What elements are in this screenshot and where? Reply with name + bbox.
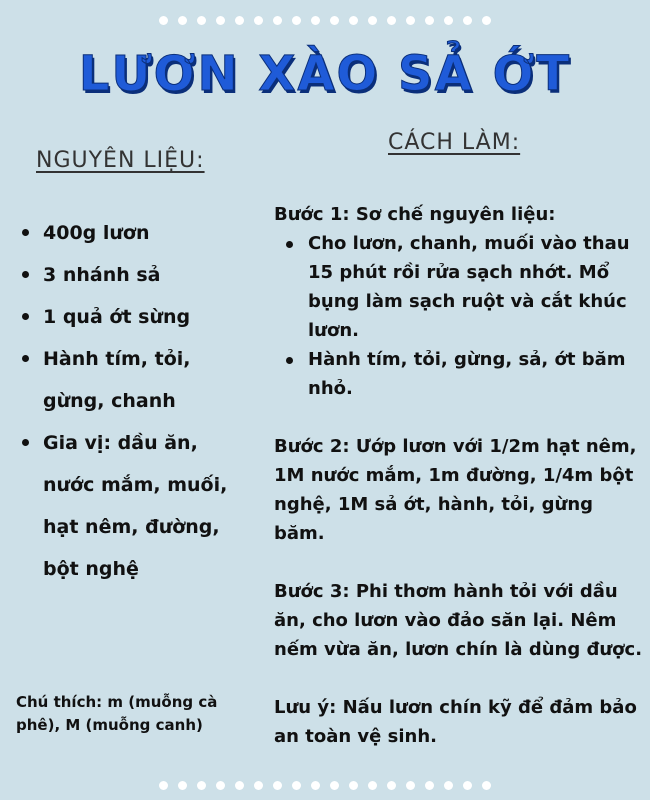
dot — [216, 781, 225, 790]
dot — [444, 781, 453, 790]
step-1-bullet: Cho lươn, chanh, muối vào thau 15 phút rồi rửa sạch nhớt. Mổ bụng làm sạch ruột và cắt khúc lươn. — [274, 229, 644, 345]
dot — [273, 16, 282, 25]
spacer — [274, 548, 644, 577]
step-1-bullets — [274, 229, 644, 403]
dot — [482, 781, 491, 790]
dot — [349, 16, 358, 25]
dot — [463, 16, 472, 25]
dot — [406, 16, 415, 25]
dot — [178, 16, 187, 25]
dot — [330, 781, 339, 790]
top-dot-border — [0, 16, 650, 28]
dot — [235, 16, 244, 25]
dot — [425, 781, 434, 790]
step-1-bullet: Hành tím, tỏi, gừng, sả, ớt băm nhỏ. — [274, 345, 644, 403]
ingredient-item: 3 nhánh sả — [20, 254, 250, 296]
dot — [406, 781, 415, 790]
step-3: Bước 3: Phi thơm hành tỏi với dầu ăn, cho lươn vào đảo săn lại. Nêm nếm vừa ăn, lươn chín là dùng được. — [274, 581, 643, 660]
recipe-title: LƯƠN XÀO SẢ ỚT — [78, 46, 572, 102]
step-2: Bước 2: Ướp lươn với 1/2m hạt nêm, 1M nước mắm, 1m đường, 1/4m bột nghệ, 1M sả ớt, hành, tỏi, gừng băm. — [274, 436, 637, 544]
spacer — [274, 664, 644, 693]
dot — [311, 16, 320, 25]
method-heading: CÁCH LÀM: — [388, 130, 521, 155]
method-steps — [274, 200, 644, 751]
dot — [482, 16, 491, 25]
dot — [368, 16, 377, 25]
dot — [387, 16, 396, 25]
unit-note: Chú thích: m (muỗng cà phê), M (muỗng canh) — [16, 693, 218, 734]
dot — [235, 781, 244, 790]
dot — [254, 16, 263, 25]
bottom-dot-border — [0, 781, 650, 793]
dot — [349, 781, 358, 790]
caution-note: Lưu ý: Nấu lươn chín kỹ để đảm bảo an toàn vệ sinh. — [274, 697, 637, 747]
ingredient-item: Gia vị: dầu ăn, nước mắm, muối, hạt nêm, đường, bột nghệ — [20, 422, 250, 590]
dot — [463, 781, 472, 790]
dot — [330, 16, 339, 25]
ingredient-item: 400g lươn — [20, 212, 250, 254]
ingredient-item: 1 quả ớt sừng — [20, 296, 250, 338]
ingredients-heading: NGUYÊN LIỆU: — [36, 148, 205, 173]
dot — [425, 16, 434, 25]
dot — [292, 781, 301, 790]
ingredient-item: Hành tím, tỏi, gừng, chanh — [20, 338, 250, 422]
ingredients-list — [20, 212, 250, 590]
dot — [273, 781, 282, 790]
dot — [197, 16, 206, 25]
dot — [254, 781, 263, 790]
dot — [216, 16, 225, 25]
dot — [159, 781, 168, 790]
dot — [311, 781, 320, 790]
dot — [387, 781, 396, 790]
dot — [178, 781, 187, 790]
dot — [159, 16, 168, 25]
spacer — [274, 403, 644, 432]
dot — [368, 781, 377, 790]
dot — [292, 16, 301, 25]
dot — [444, 16, 453, 25]
step-1-title: Bước 1: Sơ chế nguyên liệu: — [274, 204, 556, 225]
dot — [197, 781, 206, 790]
